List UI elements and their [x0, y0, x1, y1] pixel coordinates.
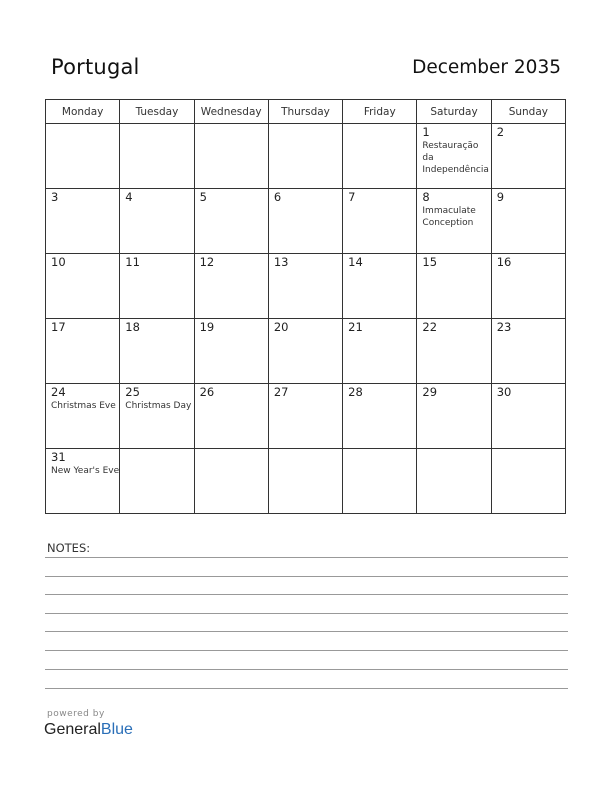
holiday-label: Christmas Eve	[51, 401, 116, 411]
day-number: 12	[199, 255, 215, 269]
note-line	[45, 613, 568, 614]
day-number: 14	[348, 255, 363, 269]
day-cell[interactable]	[46, 319, 120, 384]
note-line	[45, 557, 568, 558]
day-cell[interactable]	[120, 189, 194, 254]
note-line	[45, 650, 568, 651]
day-number: 13	[273, 255, 289, 269]
day-cell[interactable]	[120, 254, 194, 319]
holiday-label: Christmas Day	[125, 401, 192, 411]
day-number: 20	[273, 320, 289, 334]
weekday-header: Wednesday	[194, 100, 268, 124]
day-number: 2	[496, 125, 505, 139]
day-cell[interactable]	[194, 319, 268, 384]
day-number: 25	[125, 385, 140, 399]
day-cell[interactable]	[268, 449, 342, 514]
week-row	[46, 319, 566, 384]
day-cell[interactable]	[268, 124, 342, 189]
day-cell[interactable]	[343, 384, 417, 449]
note-line	[45, 688, 568, 689]
country-title: Portugal	[51, 55, 140, 79]
day-cell[interactable]	[491, 449, 565, 514]
week-row	[46, 254, 566, 319]
day-number: 19	[199, 320, 215, 334]
day-cell[interactable]	[417, 384, 491, 449]
weekday-header: Sunday	[491, 100, 565, 124]
week-row	[46, 449, 566, 514]
calendar-grid	[45, 99, 566, 514]
day-cell[interactable]	[194, 189, 268, 254]
day-number: 21	[348, 320, 363, 334]
day-cell[interactable]	[343, 254, 417, 319]
day-cell[interactable]	[417, 319, 491, 384]
day-number: 1	[422, 125, 430, 139]
day-cell[interactable]	[46, 384, 120, 449]
day-cell[interactable]	[46, 254, 120, 319]
day-cell[interactable]	[194, 384, 268, 449]
day-number: 3	[51, 190, 59, 204]
powered-by-text: powered by	[47, 709, 105, 719]
weekday-header: Friday	[343, 100, 417, 124]
weekday-header: Tuesday	[120, 100, 194, 124]
day-number: 4	[125, 190, 133, 204]
week-row	[46, 189, 566, 254]
day-number: 5	[199, 190, 207, 204]
day-cell[interactable]	[491, 254, 565, 319]
day-cell[interactable]	[268, 384, 342, 449]
day-cell[interactable]	[417, 189, 491, 254]
note-line	[45, 594, 568, 595]
day-cell[interactable]	[120, 384, 194, 449]
day-number: 10	[51, 255, 66, 269]
day-number: 8	[422, 190, 430, 204]
note-line	[45, 669, 568, 670]
day-cell[interactable]	[120, 449, 194, 514]
logo-general-text: General	[44, 721, 101, 738]
weekday-header: Monday	[46, 100, 120, 124]
day-cell[interactable]	[491, 384, 565, 449]
day-cell[interactable]	[417, 449, 491, 514]
weekday-header: Thursday	[268, 100, 342, 124]
day-number: 30	[496, 385, 512, 399]
day-number: 22	[422, 320, 438, 334]
day-number: 7	[348, 190, 356, 204]
day-cell[interactable]	[417, 254, 491, 319]
day-cell[interactable]	[491, 319, 565, 384]
logo-blue-text: Blue	[100, 721, 133, 738]
day-cell[interactable]	[417, 124, 491, 189]
generalblue-logo[interactable]	[44, 721, 133, 739]
note-line	[45, 631, 568, 632]
weekday-header: Saturday	[417, 100, 491, 124]
day-number: 11	[125, 255, 140, 269]
day-number: 15	[422, 255, 438, 269]
day-cell[interactable]	[120, 124, 194, 189]
day-cell[interactable]	[343, 124, 417, 189]
day-cell[interactable]	[46, 189, 120, 254]
notes-label: NOTES:	[47, 541, 91, 555]
weekday-header-row	[46, 100, 566, 124]
day-number: 18	[125, 320, 140, 334]
day-number: 9	[496, 190, 505, 204]
holiday-label: Restauração da Independência	[422, 141, 489, 175]
day-cell[interactable]	[491, 124, 565, 189]
day-number: 16	[496, 255, 512, 269]
day-number: 27	[273, 385, 289, 399]
day-cell[interactable]	[194, 124, 268, 189]
day-number: 28	[348, 385, 363, 399]
note-line	[45, 576, 568, 577]
day-number: 26	[199, 385, 215, 399]
day-cell[interactable]	[343, 189, 417, 254]
holiday-label: Immaculate Conception	[422, 206, 476, 228]
day-cell[interactable]	[268, 254, 342, 319]
week-row	[46, 384, 566, 449]
day-number: 24	[51, 385, 66, 399]
day-cell[interactable]	[343, 319, 417, 384]
day-cell[interactable]	[268, 189, 342, 254]
day-cell[interactable]	[120, 319, 194, 384]
week-row	[46, 124, 566, 189]
day-cell[interactable]	[194, 254, 268, 319]
day-cell[interactable]	[491, 189, 565, 254]
day-number: 31	[51, 450, 66, 464]
holiday-label: New Year's Eve	[51, 466, 120, 476]
day-number: 6	[273, 190, 282, 204]
day-number: 23	[496, 320, 512, 334]
day-cell[interactable]	[46, 449, 120, 514]
day-cell[interactable]	[343, 449, 417, 514]
day-cell[interactable]	[268, 319, 342, 384]
month-year-title: December 2035	[412, 57, 561, 78]
day-number: 29	[422, 385, 438, 399]
day-number: 17	[51, 320, 66, 334]
day-cell[interactable]	[194, 449, 268, 514]
day-cell[interactable]	[46, 124, 120, 189]
